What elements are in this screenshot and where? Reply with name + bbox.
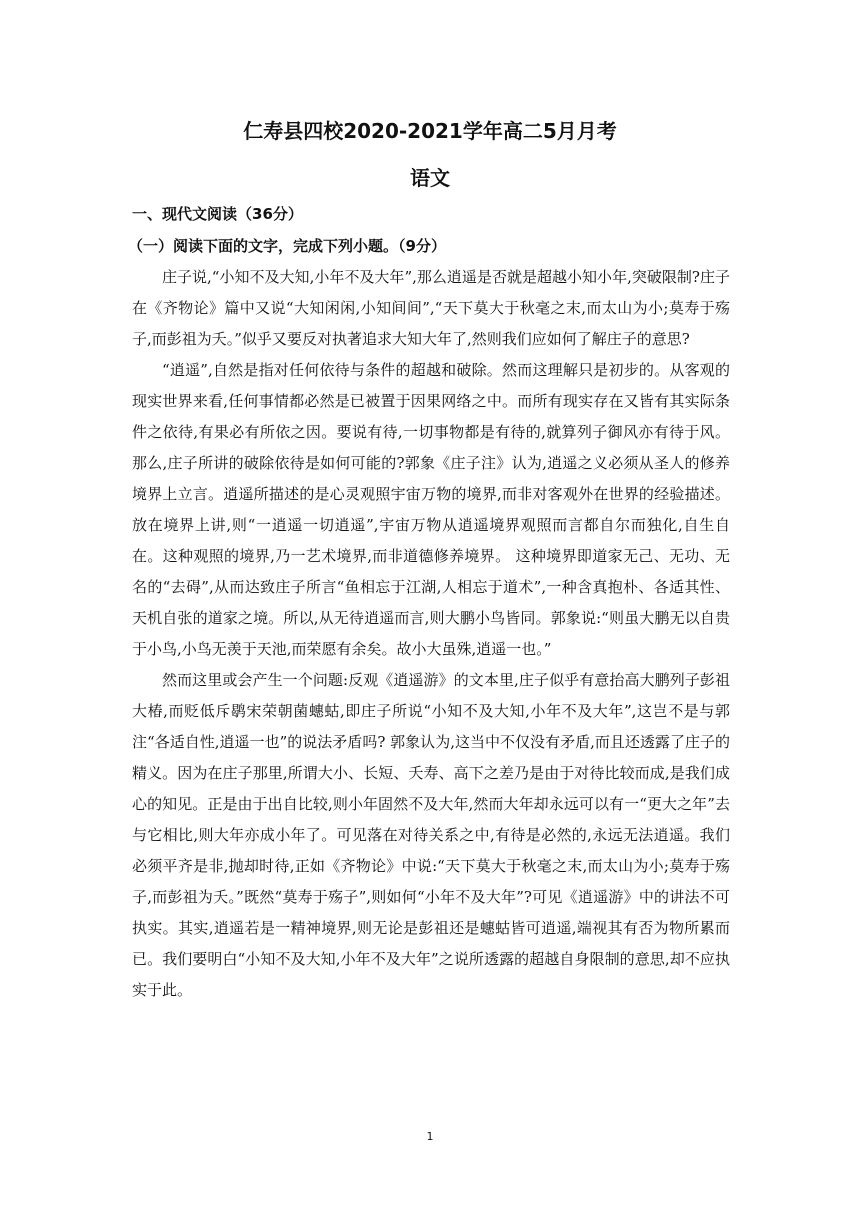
section-heading: 一、现代文阅读（36分） (132, 205, 303, 223)
passage-body (132, 262, 730, 1006)
paragraph: 然而这里或会产生一个问题:反观《逍遥游》的文本里,庄子似乎有意抬高大鹏列子彭祖大椿,而贬低斥鹖宋荣朝菌蟪蛄,即庄子所说“小知不及大知,小年不及大年”,这岂不是与郭注“各适自性,逍遥一也”的说法矛盾吗? 郭象认为,这当中不仅没有矛盾,而且还透露了庄子的精义。因为在庄子那里,所谓大小、长短、夭寿、高下之差乃是由于对待比较而成,是我们成心的知见。正是由于出自比较,则小年固然不及大年,然而大年却永远可以有一“更大之年”去与它相比,则大年亦成小年了。可见落在对待关系之中,有待是必然的,永远无法逍遥。我们必须平齐是非,抛却时待,正如《齐物论》中说:“天下莫大于秋毫之末,而太山为小;莫寿于殇子,而彭祖为夭。”既然“莫寿于殇子”,则如何“小年不及大年”?可见《逍遥游》中的讲法不可执实。其实,逍遥若是一精神境界,则无论是彭祖还是蟪蛄皆可逍遥,端视其有否为物所累而已。我们要明白“小知不及大知,小年不及大年”之说所透露的超越自身限制的意思,却不应执实于此。 (132, 671, 730, 999)
page-number: 1 (426, 1130, 434, 1143)
paragraph: “逍遥”,自然是指对任何依待与条件的超越和破除。然而这理解只是初步的。从客观的现实世界来看,任何事情都必然是已被置于因果网络之中。而所有现实存在又皆有其实际条件之依待,有果必有所依之因。要说有待,一切事物都是有待的,就算列子御风亦有待于风。那么,庄子所讲的破除依待是如何可能的?郭象《庄子注》认为,逍遥之义必须从圣人的修养境界上立言。逍遥所描述的是心灵观照宇宙万物的境界,而非对客观外在世界的经验描述。放在境界上讲,则“一逍遥一切逍遥”,宇宙万物从逍遥境界观照而言都自尔而独化,自生自在。这种观照的境界,乃一艺术境界,而非道德修养境界。 这种境界即道家无己、无功、无名的“去碍”,从而达致庄子所言“鱼相忘于江湖,人相忘于道术”,一种含真抱朴、各适其性、天机自张的道家之境。所以,从无待逍遥而言,则大鹏小鸟皆同。郭象说:“则虽大鹏无以自贵于小鸟,小鸟无羡于天池,而荣愿有余矣。故小大虽殊,逍遥一也。” (132, 361, 730, 658)
paragraph: 庄子说,“小知不及大知,小年不及大年”,那么逍遥是否就是超越小知小年,突破限制?庄子在《齐物论》篇中又说“大知闲闲,小知间间”,“天下莫大于秋毫之末,而太山为小;莫寿于殇子,而彭祖为夭。”似乎又要反对执著追求大知大年了,然则我们应如何了解庄子的意思? (132, 268, 730, 348)
subject-title: 语文 (410, 166, 450, 190)
exam-title: 仁寿县四校2020-2021学年高二5月月考 (243, 119, 617, 143)
subsection-heading: （一）阅读下面的文字，完成下列小题。（9分） (128, 237, 446, 255)
